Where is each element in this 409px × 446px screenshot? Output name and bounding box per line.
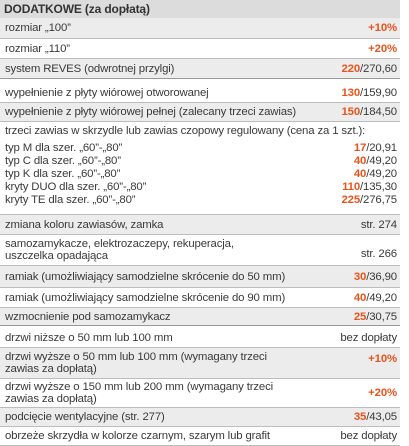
table-row bbox=[0, 18, 400, 39]
row-label: wypełnienie z płyty wiórowej otworowanej bbox=[5, 87, 209, 99]
gross-price: /135,30 bbox=[360, 181, 397, 193]
table-row bbox=[0, 215, 400, 235]
row-value: +10% bbox=[368, 353, 397, 365]
table-row bbox=[0, 235, 400, 266]
table-row bbox=[0, 288, 400, 308]
row-value: bez dopłaty bbox=[340, 430, 397, 442]
row-value: +20% bbox=[368, 387, 397, 399]
gross-price: /20,91 bbox=[366, 142, 397, 154]
table-row bbox=[0, 348, 400, 379]
row-value: +10% bbox=[368, 22, 397, 34]
hinge-label: kryty TE dla szer. „60”-„80” bbox=[5, 194, 136, 206]
row-label: obrzeże skrzydła w kolorze czarnym, szarym lub grafit bbox=[5, 430, 270, 442]
gross-price: /270,60 bbox=[360, 63, 397, 75]
hinge-label: typ C dla szer. „60”-„80” bbox=[5, 155, 121, 167]
net-price: 17 bbox=[353, 142, 367, 154]
row-label-line1: drzwi wyższe o 50 mm lub 100 mm (wymagany trzeci bbox=[5, 351, 267, 363]
net-price: 220 bbox=[341, 63, 361, 75]
table-row bbox=[0, 379, 400, 408]
row-label: ramiak (umożliwiający samodzielne skrócenie do 50 mm) bbox=[5, 271, 286, 283]
net-price: 130 bbox=[341, 87, 361, 99]
row-label: wzmocnienie pod samozamykacz bbox=[5, 311, 171, 323]
gross-price: /276,75 bbox=[360, 194, 397, 206]
hinge-label: kryty DUO dla szer. „60”-„80” bbox=[5, 181, 147, 193]
gross-price: /184,50 bbox=[360, 106, 397, 118]
net-price: 30 bbox=[353, 271, 367, 283]
table-header: DODATKOWE (za dopłatą) bbox=[0, 0, 400, 18]
row-value: +20% bbox=[368, 43, 397, 55]
net-price: 25 bbox=[353, 311, 367, 323]
row-label: ramiak (umożliwiający samodzielne skrócenie do 90 mm) bbox=[5, 292, 286, 304]
hinge-label: typ K dla szer. „60”-„80” bbox=[5, 168, 121, 180]
row-value: str. 266 bbox=[360, 248, 397, 260]
row-label-line2: zawias za dopłatą) bbox=[5, 393, 97, 405]
row-label: wypełnienie z płyty wiórowej pełnej (zalecany trzeci zawias) bbox=[5, 106, 297, 118]
row-label: system REVES (odwrotnej przylgi) bbox=[5, 63, 175, 75]
net-price: 35 bbox=[353, 411, 367, 423]
gross-price: /36,90 bbox=[366, 271, 397, 283]
row-label-line1: samozamykacze, elektrozaczepy, rekuperacja, bbox=[5, 238, 234, 250]
net-price: 40 bbox=[353, 168, 367, 180]
row-label-line2: uszczelka opadająca bbox=[5, 250, 108, 262]
row-value: bez dopłaty bbox=[340, 332, 397, 344]
hinge-label: typ M dla szer. „60”-„80” bbox=[5, 142, 123, 154]
gross-price: /43,05 bbox=[366, 411, 397, 423]
net-price: 150 bbox=[341, 106, 361, 118]
row-label-line2: zawias za dopłatą) bbox=[5, 363, 97, 375]
table-row bbox=[0, 427, 400, 446]
gross-price: /49,20 bbox=[366, 168, 397, 180]
row-label: rozmiar „110” bbox=[5, 43, 70, 55]
table-row bbox=[0, 266, 400, 288]
net-price: 225 bbox=[341, 194, 361, 206]
table-row bbox=[0, 329, 400, 348]
table-row bbox=[0, 408, 400, 427]
gross-price: /49,20 bbox=[366, 292, 397, 304]
net-price: 40 bbox=[353, 155, 367, 167]
row-label: rozmiar „100” bbox=[5, 22, 71, 34]
row-label-line1: drzwi wyższe o 150 mm lub 200 mm (wymagany trzeci bbox=[5, 381, 274, 393]
row-label: podcięcie wentylacyjne (str. 277) bbox=[5, 411, 165, 423]
gross-price: /30,75 bbox=[366, 311, 397, 323]
row-value: str. 274 bbox=[360, 219, 397, 231]
table-row bbox=[0, 84, 400, 103]
net-price: 40 bbox=[353, 292, 367, 304]
gross-price: /159,90 bbox=[360, 87, 397, 99]
table-row bbox=[0, 308, 400, 326]
table-row bbox=[0, 59, 400, 79]
row-intro: trzeci zawias w skrzydle lub zawias czopowy regulowany (cena za 1 szt.): bbox=[5, 125, 366, 137]
net-price: 110 bbox=[342, 181, 361, 193]
row-label: drzwi niższe o 50 mm lub 100 mm bbox=[5, 332, 173, 344]
table-row bbox=[0, 39, 400, 59]
table-row-hinges bbox=[0, 122, 400, 215]
table-row bbox=[0, 103, 400, 122]
gross-price: /49,20 bbox=[366, 155, 397, 167]
row-label: zmiana koloru zawiasów, zamka bbox=[5, 219, 164, 231]
